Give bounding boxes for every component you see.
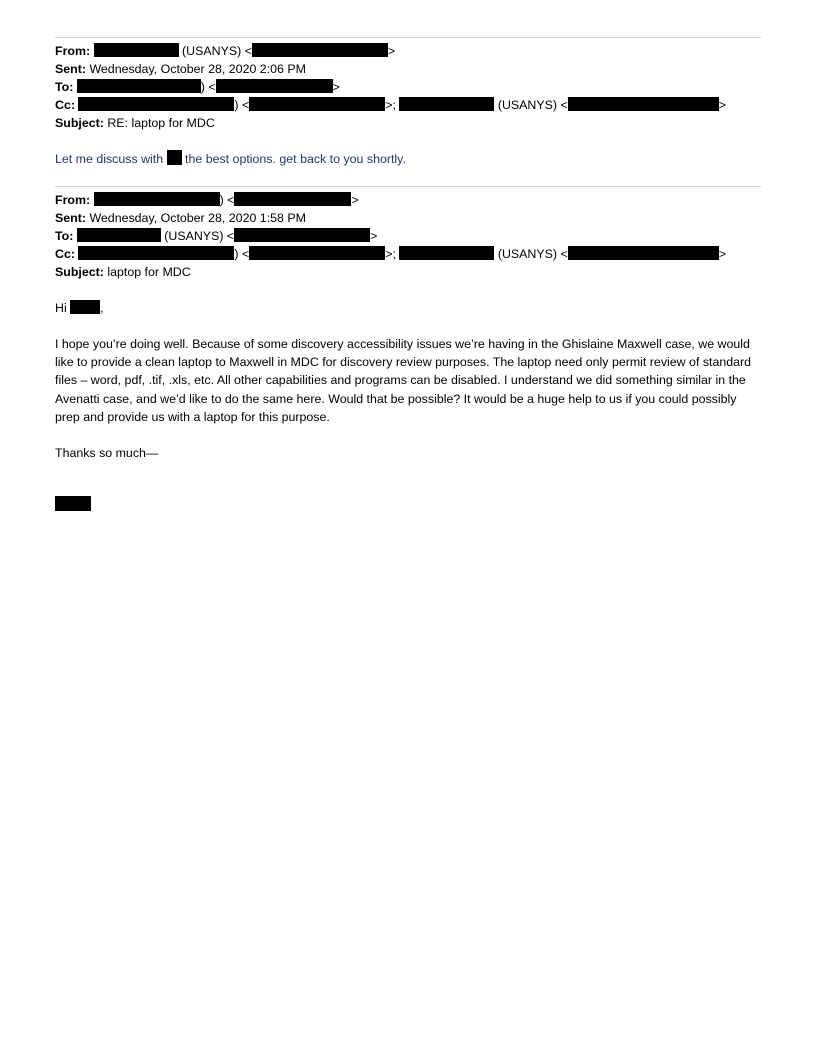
cc-line (55, 96, 761, 114)
redaction-block (234, 192, 351, 206)
greeting-text: Hi (55, 301, 67, 315)
message-body (55, 299, 761, 512)
cc-text: > (718, 247, 726, 261)
redaction-block (167, 150, 182, 165)
signature (55, 496, 761, 512)
message-header (55, 187, 761, 281)
from-label: From: (55, 44, 91, 58)
cc-text: >; (385, 247, 396, 261)
to-text: ) < (200, 80, 216, 94)
sent-line (55, 60, 761, 78)
redaction-block (249, 246, 385, 260)
redaction-block (77, 79, 201, 93)
sent-value: Wednesday, October 28, 2020 1:58 PM (89, 211, 306, 225)
redaction-block (234, 228, 370, 242)
from-text: > (351, 193, 359, 207)
to-line (55, 78, 761, 96)
cc-text: > (718, 98, 726, 112)
cc-text: (USANYS) < (497, 247, 568, 261)
to-text: > (332, 80, 340, 94)
reply-text: Let me discuss with (55, 152, 164, 166)
reply-text: the best options. get back to you shortly. (185, 152, 406, 166)
cc-text: ) < (234, 98, 250, 112)
subject-label: Subject: (55, 265, 104, 279)
to-text: > (370, 229, 378, 243)
from-text: ) < (219, 193, 235, 207)
to-line (55, 227, 761, 245)
to-label: To: (55, 229, 74, 243)
from-text: > (387, 44, 396, 58)
redaction-block (568, 246, 719, 260)
redaction-block (94, 43, 179, 57)
sent-value: Wednesday, October 28, 2020 2:06 PM (89, 62, 306, 76)
redaction-block (77, 228, 161, 242)
redaction-block (78, 97, 234, 111)
to-text: (USANYS) < (164, 229, 235, 243)
redaction-block (55, 496, 91, 511)
redaction-block (216, 79, 333, 93)
sent-label: Sent: (55, 211, 86, 225)
cc-text: >; (385, 98, 396, 112)
cc-line (55, 245, 761, 263)
greeting (55, 299, 761, 317)
from-line (55, 42, 761, 60)
redaction-block (399, 246, 494, 260)
from-line (55, 191, 761, 209)
email-thread (55, 37, 761, 512)
cc-text: ) < (234, 247, 250, 261)
subject-label: Subject: (55, 116, 104, 130)
redaction-block (568, 97, 719, 111)
redaction-block (399, 97, 494, 111)
cc-label: Cc: (55, 98, 75, 112)
cc-text: (USANYS) < (497, 98, 568, 112)
subject-value: laptop for MDC (107, 265, 191, 279)
sent-label: Sent: (55, 62, 86, 76)
body-paragraph: I hope you’re doing well. Because of some discovery accessibility issues we’re having in the Ghislaine Maxwell case, we would like to provide a clean laptop to Maxwell in MDC for discovery review purposes. The laptop need only permit review of standard files – word, pdf, .tif, .xls, etc. All other capabilities and programs can be disabled. I understand we did something similar in the Avenatti case, and we’d like to do the same here. Would that be possible? It would be a huge help to us if you could possibly prep and provide us with a laptop for this purpose. (55, 337, 752, 424)
from-text: (USANYS) < (182, 44, 252, 58)
from-label: From: (55, 193, 91, 207)
redaction-block (78, 246, 234, 260)
sent-line (55, 209, 761, 227)
redaction-block (70, 300, 100, 314)
subject-value: RE: laptop for MDC (107, 116, 215, 130)
reply-body (55, 150, 761, 168)
closing: Thanks so much— (55, 446, 159, 461)
redaction-block (249, 97, 385, 111)
message-header (55, 38, 761, 132)
subject-line (55, 114, 761, 132)
greeting-comma: , (100, 301, 104, 315)
to-label: To: (55, 80, 74, 94)
redaction-block (252, 43, 388, 57)
redaction-block (94, 192, 220, 206)
subject-line (55, 263, 761, 281)
cc-label: Cc: (55, 247, 75, 261)
